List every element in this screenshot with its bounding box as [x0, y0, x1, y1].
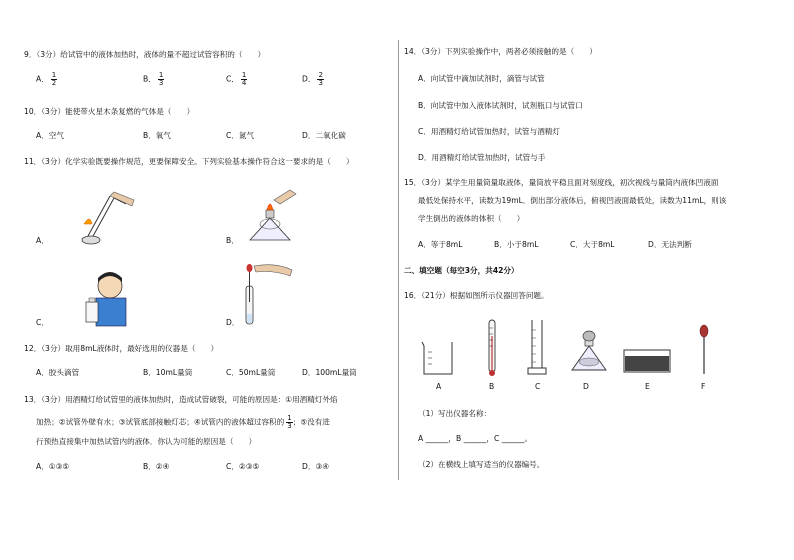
- q13-option-b: B．②④: [143, 462, 170, 471]
- graduated-cylinder-icon: [524, 318, 550, 378]
- q12-option-d: D．100mL量筒: [302, 368, 357, 377]
- fraction: $\frac{1}{4}$: [241, 71, 247, 87]
- q13-line-2: 加热；②试管外壁有水；③试管底部接触灯芯；④试管内的液体超过容积的 $\frac{1}{3}$ ；⑤没有进: [36, 414, 330, 430]
- dropper-icon: [694, 322, 714, 378]
- q15-line-1: 15．（3分）某学生用量筒量取液体，量筒放平稳且面对刻度线，初次视线与量筒内液体凹液面: [404, 178, 719, 187]
- q15-option-a: A．等于8mL: [418, 240, 463, 249]
- q15-option-d: D．无法判断: [648, 240, 692, 249]
- q9-option-a: A． $\frac{1}{2}$: [36, 71, 57, 87]
- q11-label-c: C．: [36, 318, 49, 327]
- q11-label-b: B．: [226, 236, 239, 245]
- q11-stem: 11．（3分）化学实验既要操作规范，更要保障安全。下列实验基本操作符合这一要求的是（ ）: [24, 157, 354, 166]
- q11-label-a: A．: [36, 236, 49, 245]
- q12-option-c: C．50mL量筒: [226, 368, 276, 377]
- q13-option-c: C．②③⑤: [226, 462, 260, 471]
- instrument-label-b: B: [489, 382, 495, 391]
- q16-sub-1: （1）写出仪器名称：: [418, 409, 492, 418]
- alcohol-lamp-icon: [566, 326, 612, 378]
- instrument-label-a: A: [436, 382, 442, 391]
- q14-option-b: B．向试管中加入液体试剂时，试剂瓶口与试管口: [418, 101, 583, 110]
- q14-option-c: C．用酒精灯给试管加热时，试管与酒精灯: [418, 127, 560, 136]
- alcohol-lamp-illustration: [240, 184, 300, 246]
- fraction: $\frac{1}{2}$: [51, 71, 57, 87]
- q10-option-a: A．空气: [36, 131, 64, 140]
- instrument-label-c: C: [535, 382, 541, 391]
- q15-line-2: 最低处保持水平，读数为19mL．倒出部分液体后，俯视凹液面最低处，读数为11mL，则该: [418, 196, 727, 205]
- heating-tube-illustration: [70, 184, 140, 246]
- q9-option-c: C． $\frac{1}{4}$: [226, 71, 247, 87]
- q15-option-c: C．大于8mL: [570, 240, 615, 249]
- q12-stem: 12．（3分）取用8mL液体时，最好选用的仪器是（ ）: [24, 344, 219, 353]
- q14-stem: 14．（3分）下列实验操作中，两者必须接触的是（ ）: [404, 47, 597, 56]
- q15-line-3: 学生倒出的液体的体积（ ）: [418, 214, 525, 223]
- q12-option-b: B．10mL量筒: [143, 368, 193, 377]
- instrument-label-d: D: [583, 382, 589, 391]
- smelling-gas-illustration: [82, 268, 132, 328]
- column-divider: [398, 40, 399, 480]
- water-trough-icon: [622, 346, 674, 376]
- beaker-icon: [418, 338, 460, 378]
- q13-option-d: D．③④: [302, 462, 330, 471]
- q13-line-1: 13．（3分）用酒精灯给试管里的液体加热时，造成试管破裂，可能的原因是：①用酒精灯外焰: [24, 395, 338, 404]
- fraction: $\frac{1}{3}$: [287, 414, 292, 430]
- q14-option-d: D．用酒精灯给试管加热时，试管与手: [418, 153, 546, 162]
- q9-option-d: D． $\frac{2}{3}$: [302, 71, 323, 87]
- q15-option-b: B．小于8mL: [494, 240, 539, 249]
- thermometer-icon: [480, 316, 504, 378]
- q13-option-a: A．①③⑤: [36, 462, 70, 471]
- instrument-label-f: F: [701, 382, 706, 391]
- q16-sub-2: （2）在横线上填写适当的仪器编号。: [418, 460, 545, 469]
- instrument-label-e: E: [645, 382, 650, 391]
- q9-option-b: B． $\frac{1}{3}$: [143, 71, 164, 87]
- q10-option-d: D．二氧化碳: [302, 131, 346, 140]
- fraction: $\frac{2}{3}$: [318, 71, 323, 87]
- dropper-tube-illustration: [236, 262, 296, 328]
- q13-line-3: 行预热直接集中加热试管内的液体．你认为可能的原因是（ ）: [36, 437, 257, 446]
- q10-option-b: B．氧气: [143, 131, 171, 140]
- q11-label-d: D．: [226, 318, 240, 327]
- q10-option-c: C．氮气: [226, 131, 255, 140]
- q12-option-a: A．胶头滴管: [36, 368, 80, 377]
- q14-option-a: A．向试管中滴加试剂时，滴管与试管: [418, 74, 545, 83]
- q10-stem: 10．（3分）能使带火星木条复燃的气体是（ ）: [24, 107, 195, 116]
- fraction: $\frac{1}{3}$: [158, 71, 164, 87]
- q16-blanks: A ______，B ______，C ______。: [418, 434, 533, 443]
- section-title: 二、填空题（每空3分，共42分）: [404, 266, 519, 275]
- q9-stem: 9．（3分）给试管中的液体加热时，液体的量不超过试管容积的（ ）: [24, 50, 266, 59]
- q16-stem: 16．（21分）根据如图所示仪器回答问题。: [404, 291, 549, 300]
